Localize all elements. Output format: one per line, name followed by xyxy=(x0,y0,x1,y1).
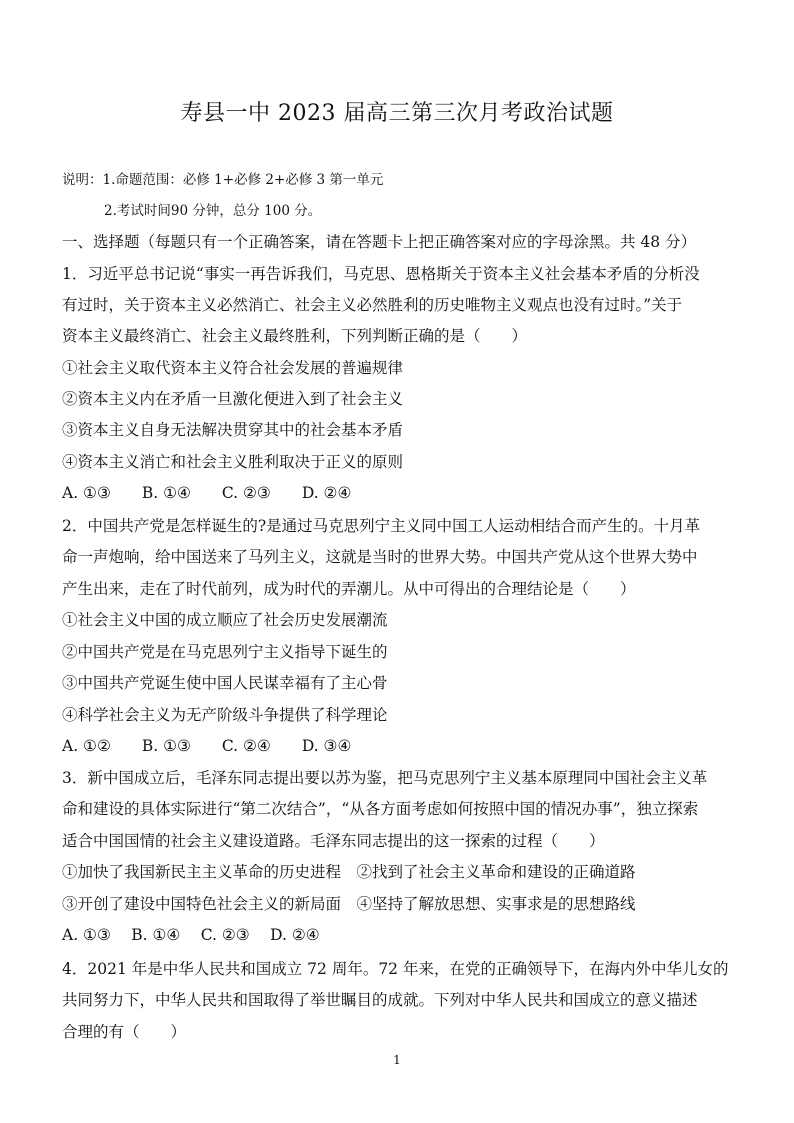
question-stem-line: 命和建设的具体实际进行“第二次结合”，“从各方面考虑如何按照中国的情况办事”，独立探索 xyxy=(62,800,699,818)
question-option-line: ③开创了建设中国特色社会主义的新局面 ④坚持了解放思想、实事求是的思想路线 xyxy=(62,895,636,913)
question-option-line: ②中国共产党是在马克思列宁主义指导下诞生的 xyxy=(62,643,388,661)
question-option-line: ①加快了我国新民主主义革命的历史进程 ②找到了社会主义革命和建设的正确道路 xyxy=(62,863,636,881)
instruction-line: 2.考试时间90 分钟，总分 100 分。 xyxy=(104,203,322,219)
question-option-line: ③资本主义自身无法解决贯穿其中的社会基本矛盾 xyxy=(62,421,404,439)
question-stem-line: 有过时，关于资本主义必然消亡、社会主义必然胜利的历史唯物主义观点也没有过时。”关于 xyxy=(62,296,683,314)
question-option-line: ④科学社会主义为无产阶级斗争提供了科学理论 xyxy=(62,706,388,724)
question-option-line: ③中国共产党诞生使中国人民谋幸福有了主心骨 xyxy=(62,674,388,692)
answer-choices: A. ①③ B. ①④ C. ②③ D. ②④ xyxy=(62,484,352,502)
section-heading: 一、选择题（每题只有一个正确答案，请在答题卡上把正确答案对应的字母涂黑。共 48 分） xyxy=(62,233,697,251)
instruction-line: 说明：1.命题范围：必修 1+必修 2+必修 3 第一单元 xyxy=(62,172,384,188)
answer-choices: A. ①② B. ①③ C. ②④ D. ③④ xyxy=(62,737,352,755)
question-stem-line: 命一声炮响，给中国送来了马列主义，这就是当时的世界大势。中国共产党从这个世界大势中 xyxy=(62,548,698,566)
question-option-line: ①社会主义中国的成立顺应了社会历史发展潮流 xyxy=(62,611,388,629)
question-stem-line: 1．习近平总书记说“事实一再告诉我们，马克思、恩格斯关于资本主义社会基本矛盾的分析没 xyxy=(62,265,700,283)
question-option-line: ②资本主义内在矛盾一旦激化便进入到了社会主义 xyxy=(62,390,404,408)
answer-choices: A. ①③ B. ①④ C. ②③ D. ②④ xyxy=(62,926,320,944)
question-stem-line: 产生出来，走在了时代前列，成为时代的弄潮儿。从中可得出的合理结论是（ ） xyxy=(62,580,636,598)
question-stem-line: 适合中国国情的社会主义建设道路。毛泽东同志提出的这一探索的过程（ ） xyxy=(62,832,605,850)
question-stem-line: 3．新中国成立后，毛泽东同志提出要以苏为鉴，把马克思列宁主义基本原理同中国社会主义革 xyxy=(62,769,708,787)
question-option-line: ④资本主义消亡和社会主义胜利取决于正义的原则 xyxy=(62,453,404,471)
question-stem-line: 合理的有（ ） xyxy=(62,1023,187,1041)
question-stem-line: 共同努力下，中华人民共和国取得了举世瞩目的成就。下列对中华人民共和国成立的意义描述 xyxy=(62,991,698,1009)
page-number: 1 xyxy=(393,1053,401,1067)
exam-title: 寿县一中 2023 届高三第三次月考政治试题 xyxy=(180,101,614,126)
question-stem-line: 2．中国共产党是怎样诞生的?是通过马克思列宁主义同中国工人运动相结合而产生的。十月革 xyxy=(62,517,701,535)
question-option-line: ①社会主义取代资本主义符合社会发展的普遍规律 xyxy=(62,359,404,377)
question-stem-line: 资本主义最终消亡、社会主义最终胜利，下列判断正确的是（ ） xyxy=(62,327,528,345)
question-stem-line: 4．2021 年是中华人民共和国成立 72 周年。72 年来，在党的正确领导下，在海内外中华儿女的 xyxy=(62,960,729,978)
